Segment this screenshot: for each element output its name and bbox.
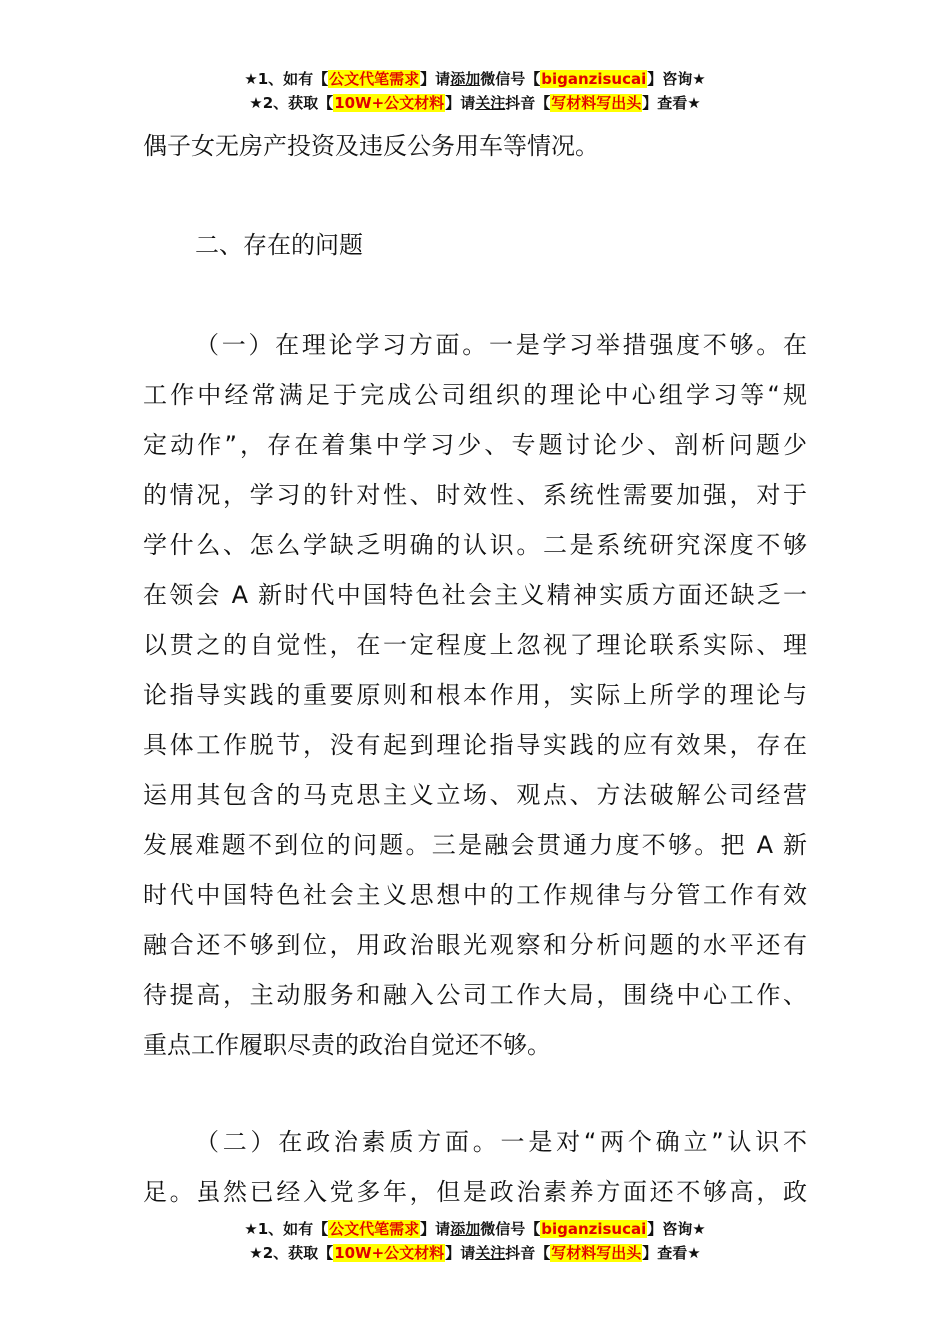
- banner-text: 】请: [420, 70, 451, 88]
- banner-text: 抖音【: [505, 94, 551, 112]
- footer-banner: [0, 1217, 950, 1265]
- text-line: （一）在理论学习方面。一是学习举措强度不够。在: [195, 331, 807, 359]
- text-line: 偶子女无房产投资及违反公务用车等情况。: [143, 132, 599, 160]
- banner-text: 抖音【: [505, 1244, 551, 1262]
- banner-underline: 关注: [475, 94, 506, 112]
- banner-line-2: [0, 91, 950, 115]
- banner-highlight: 公文代笔需求: [329, 1220, 420, 1238]
- banner-highlight: 公文代笔需求: [329, 70, 420, 88]
- header-banner: [0, 67, 950, 115]
- paragraph-theory-study: [143, 320, 807, 1070]
- text-line: 在领会 A 新时代中国特色社会主义精神实质方面还缺乏一: [143, 581, 807, 609]
- banner-text: ★1、如有【: [244, 70, 329, 88]
- banner-line-1: [0, 1217, 950, 1241]
- heading-text: 二、存在的问题: [195, 231, 363, 259]
- text-line: 融合还不够到位，用政治眼光观察和分析问题的水平还有: [143, 931, 807, 959]
- text-line: 以贯之的自觉性，在一定程度上忽视了理论联系实际、理: [143, 631, 807, 659]
- banner-text: 微信号【: [480, 1220, 541, 1238]
- banner-highlight: 10W+公文材料: [334, 1244, 445, 1262]
- banner-underline: 添加: [450, 1220, 481, 1238]
- banner-text: 】咨询★: [647, 1220, 706, 1238]
- banner-text: 微信号【: [480, 70, 541, 88]
- banner-highlight: biganzisucai: [541, 70, 647, 88]
- text-line: 时代中国特色社会主义思想中的工作规律与分管工作有效: [143, 881, 807, 909]
- text-line: 运用其包含的马克思主义立场、观点、方法破解公司经营: [143, 781, 807, 809]
- text-line: 发展难题不到位的问题。三是融会贯通力度不够。把 A 新: [143, 831, 807, 859]
- banner-text: ★2、获取【: [249, 1244, 334, 1262]
- banner-text: 】请: [445, 94, 476, 112]
- text-line: 的情况，学习的针对性、时效性、系统性需要加强，对于: [143, 481, 807, 509]
- banner-underline: 关注: [475, 1244, 506, 1262]
- text-line: 待提高，主动服务和融入公司工作大局，围绕中心工作、: [143, 981, 807, 1009]
- text-line: 具体工作脱节，没有起到理论指导实践的应有效果，存在: [143, 731, 807, 759]
- text-line: 论指导实践的重要原则和根本作用，实际上所学的理论与: [143, 681, 807, 709]
- banner-highlight: 写材料写出头: [551, 1244, 642, 1262]
- banner-underline: 添加: [450, 70, 481, 88]
- section-heading: [195, 220, 859, 270]
- text-line: 重点工作履职尽责的政治自觉还不够。: [143, 1031, 551, 1059]
- banner-text: ★2、获取【: [249, 94, 334, 112]
- banner-highlight: biganzisucai: [541, 1220, 647, 1238]
- banner-line-1: [0, 67, 950, 91]
- text-line: 工作中经常满足于完成公司组织的理论中心组学习等“规: [143, 381, 807, 409]
- banner-highlight: 10W+公文材料: [334, 94, 445, 112]
- continuation-line: [143, 121, 807, 171]
- banner-text: ★1、如有【: [244, 1220, 329, 1238]
- text-line: 学什么、怎么学缺乏明确的认识。二是系统研究深度不够: [143, 531, 807, 559]
- banner-text: 】查看★: [642, 94, 701, 112]
- text-line: （二）在政治素质方面。一是对“两个确立”认识不: [195, 1128, 807, 1156]
- paragraph-political-quality: [143, 1117, 807, 1217]
- banner-line-2: [0, 1241, 950, 1265]
- text-line: 定动作”，存在着集中学习少、专题讨论少、剖析问题少: [143, 431, 807, 459]
- banner-highlight: 写材料写出头: [551, 94, 642, 112]
- banner-text: 】请: [445, 1244, 476, 1262]
- banner-text: 】请: [420, 1220, 451, 1238]
- banner-text: 】查看★: [642, 1244, 701, 1262]
- banner-text: 】咨询★: [647, 70, 706, 88]
- text-line: 足。虽然已经入党多年，但是政治素养方面还不够高，政: [143, 1178, 807, 1206]
